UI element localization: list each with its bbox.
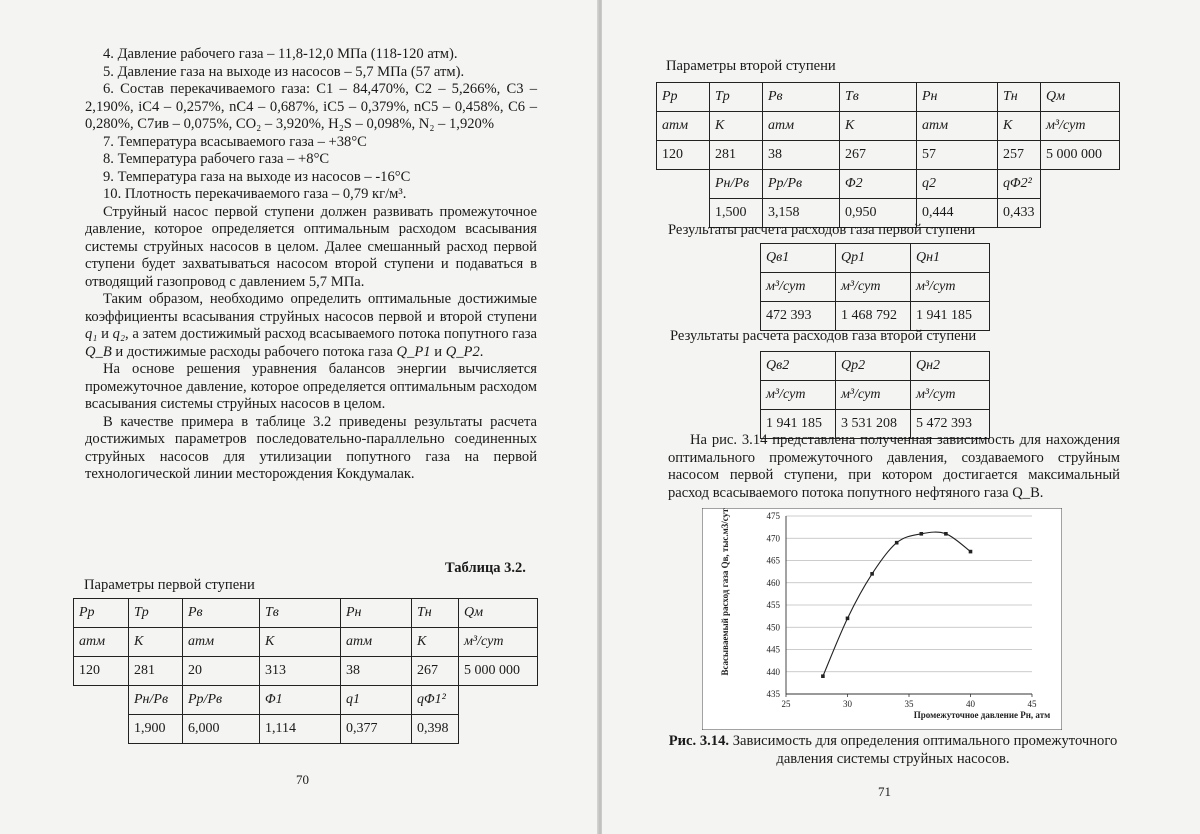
table-cell: атм (74, 628, 129, 657)
table2-caption: Параметры второй ступени (666, 58, 836, 74)
item-4: 4. Давление рабочего газа – 11,8-12,0 МПа (118-120 атм). (103, 46, 458, 62)
y-tick-label: 445 (766, 644, 780, 655)
table-cell: 267 (412, 657, 459, 686)
table-cell: м³/сут (836, 381, 911, 410)
table-cell: Tн (412, 599, 459, 628)
table-cell: Tв (840, 83, 917, 112)
table-cell: 0,444 (917, 199, 998, 228)
data-point (944, 532, 948, 536)
table-cell: м³/сут (836, 273, 911, 302)
table-cell: q2 (917, 170, 998, 199)
table-cell: 57 (917, 141, 998, 170)
table-cell: 281 (129, 657, 183, 686)
table-cell: 472 393 (761, 302, 836, 331)
table-cell: K (710, 112, 763, 141)
table-cell: 5 000 000 (459, 657, 538, 686)
table-cell: 0,433 (998, 199, 1041, 228)
figure-caption: Рис. 3.14. Зависимость для определения оптимального промежуточного давления системы струйных насосов. (668, 733, 1118, 767)
table-cell: K (412, 628, 459, 657)
table-row (761, 352, 990, 381)
y-tick-label: 475 (766, 511, 780, 521)
table-row (657, 83, 1120, 112)
results1-table (760, 243, 990, 331)
table-cell: 38 (341, 657, 412, 686)
x-axis-label: Промежуточное давление Pн, атм (913, 710, 1051, 720)
paragraph-2: Таким образом, необходимо определить оптимальные достижимые коэффициенты всасывания струйных насосов первой и второй ступени q₁ и q₂, а затем достижимый расход всасываемого потока попутного газа Q_B и достижимые расходы рабочего потока газа Q_P1 и Q_P2. (85, 291, 537, 360)
table-row (657, 141, 1120, 170)
table-cell: 3 531 208 (836, 410, 911, 439)
table-cell: 313 (260, 657, 341, 686)
data-point (846, 617, 850, 621)
table-cell: 1,114 (260, 715, 341, 744)
table-cell: 120 (657, 141, 710, 170)
table-cell: Qв2 (761, 352, 836, 381)
table-row (74, 628, 538, 657)
table-cell: 20 (183, 657, 260, 686)
table-cell: qΦ1² (412, 686, 459, 715)
table-cell: Qм (459, 599, 538, 628)
first-stage-table (73, 598, 538, 744)
table-cell: м³/сут (911, 273, 990, 302)
table-cell: 120 (74, 657, 129, 686)
table-cell: Tр (710, 83, 763, 112)
item-8: 8. Температура рабочего газа – +8°С (103, 151, 330, 167)
table-cell: м³/сут (1041, 112, 1120, 141)
table-cell: Qр1 (836, 244, 911, 273)
table-cell: м³/сут (459, 628, 538, 657)
table-cell: Pн (917, 83, 998, 112)
x-tick-label: 45 (1027, 699, 1037, 709)
y-tick-label: 450 (766, 622, 780, 633)
table-cell: 1 468 792 (836, 302, 911, 331)
table-cell: м³/сут (761, 381, 836, 410)
table-cell: Tр (129, 599, 183, 628)
table-cell: 257 (998, 141, 1041, 170)
second-stage-table (656, 82, 1120, 228)
results2-table (760, 351, 990, 439)
x-tick-label: 40 (966, 699, 975, 709)
page-number-right: 71 (878, 784, 891, 799)
table-cell: атм (183, 628, 260, 657)
table-cell: 3,158 (763, 199, 840, 228)
table-cell: атм (763, 112, 840, 141)
table-cell: 281 (710, 141, 763, 170)
data-point (969, 550, 973, 554)
table-cell: Pн/Pв (129, 686, 183, 715)
table-cell: Pн (341, 599, 412, 628)
table-cell: q1 (341, 686, 412, 715)
table-cell: 1 941 185 (761, 410, 836, 439)
table-row (74, 686, 538, 715)
y-tick-label: 440 (766, 666, 780, 677)
table-row (74, 715, 538, 744)
y-tick-label: 435 (766, 689, 780, 699)
table-cell: Φ2 (840, 170, 917, 199)
table1-caption: Параметры первой ступени (84, 577, 255, 593)
table-cell: атм (917, 112, 998, 141)
table-cell: Pн/Pв (710, 170, 763, 199)
table-cell: Qр2 (836, 352, 911, 381)
right-body-text: На рис. 3.14 представлена полученная зависимость для нахождения оптимального промежуточного давления, создаваемого струйным насосом первой ступени, при котором достигается максимальный расход всасываемого потока попутного нефтяного газа Q_B. (668, 432, 1120, 501)
table-row (657, 170, 1120, 199)
table-cell: 0,950 (840, 199, 917, 228)
x-tick-label: 25 (781, 699, 791, 709)
data-point (920, 532, 924, 536)
table-row (761, 381, 990, 410)
y-tick-label: 470 (766, 533, 780, 544)
table-cell: 5 472 393 (911, 410, 990, 439)
item-7: 7. Температура всасываемого газа – +38°С (103, 133, 367, 150)
table-row (74, 599, 538, 628)
table-title: Таблица 3.2. (445, 560, 526, 576)
table-cell: атм (657, 112, 710, 141)
y-tick-label: 465 (766, 555, 780, 566)
table-cell: Qв1 (761, 244, 836, 273)
table-cell: Pр (74, 599, 129, 628)
table-cell: м³/сут (761, 273, 836, 302)
y-axis-label: Всасываемый расход газа Qв, тыс.м3/сут (720, 508, 730, 676)
table-cell: qΦ2² (998, 170, 1041, 199)
data-point (870, 572, 874, 576)
y-tick-label: 460 (766, 577, 780, 588)
table-cell: Pв (763, 83, 840, 112)
table-cell: Qн1 (911, 244, 990, 273)
table-cell: K (260, 628, 341, 657)
table-cell: 5 000 000 (1041, 141, 1120, 170)
results2-caption: Результаты расчета расходов газа второй ступени (670, 328, 977, 344)
table-cell: 6,000 (183, 715, 260, 744)
table-cell: м³/сут (911, 381, 990, 410)
table-cell: Qм (1041, 83, 1120, 112)
table-cell: 1,900 (129, 715, 183, 744)
table-row (74, 657, 538, 686)
table-cell: 0,377 (341, 715, 412, 744)
data-point (821, 674, 825, 678)
table-cell: Tв (260, 599, 341, 628)
table-row (761, 302, 990, 331)
table-cell: 0,398 (412, 715, 459, 744)
table-row (761, 273, 990, 302)
table-cell: K (129, 628, 183, 657)
table-cell: 38 (763, 141, 840, 170)
item-10: 10. Плотность перекачиваемого газа – 0,79 кг/м³. (103, 186, 407, 202)
table-cell: Qн2 (911, 352, 990, 381)
table-cell: K (998, 112, 1041, 141)
paragraph-3: На основе решения уравнения балансов энергии вычисляется промежуточное давление, которое определяется оптимальным расходом всасывания системы струйных насосов в целом. (85, 361, 537, 412)
figure-3-14-chart (702, 508, 1062, 730)
table-cell: Pр/Pв (183, 686, 260, 715)
table-cell: 267 (840, 141, 917, 170)
table-cell: K (840, 112, 917, 141)
table-row (761, 244, 990, 273)
table-row (657, 112, 1120, 141)
table-cell: 1,500 (710, 199, 763, 228)
item-6-composition: 6. Состав перекачиваемого газа: С1 – 84,470%, С2 – 5,266%, С3 – 2,190%, iС4 – 0,257%, nС4 – 0,687%, iС5 – 0,379%, nС5 – 0,458%, С6 – 0,280%, С7ив – 0,075%, СО₂ – 3,920%, H₂S – 0,098%, N₂ – 1,920% (85, 81, 537, 132)
table-cell: Φ1 (260, 686, 341, 715)
item-9: 9. Температура газа на выходе из насосов – -16°С (103, 168, 411, 185)
table-cell: атм (341, 628, 412, 657)
left-body-text (85, 46, 537, 484)
paragraph-1: Струйный насос первой ступени должен развивать промежуточное давление, которое определяется оптимальным расходом всасывания системы струйных насосов в целом. Далее смешанный расход первой ступени будет захватываться насосом второй ступени и подаваться в отводящий газопровод с давлением 5,7 МПа. (85, 203, 537, 290)
left-page (0, 0, 598, 834)
page-number-left: 70 (296, 772, 309, 787)
results1-caption: Результаты расчета расходов газа первой ступени (668, 222, 976, 238)
data-point (895, 541, 899, 545)
x-tick-label: 30 (843, 699, 852, 709)
item-5: 5. Давление газа на выходе из насосов – 5,7 МПа (57 атм). (103, 63, 465, 80)
table-cell: Pв (183, 599, 260, 628)
x-tick-label: 35 (904, 699, 914, 709)
paragraph-4: В качестве примера в таблице 3.2 приведены результаты расчета достижимых параметров последовательно-параллельно соединенных струйных насосов для утилизации попутного газа на первой технологической линии месторождения Кокдумалак. (85, 413, 537, 482)
table-cell: Tн (998, 83, 1041, 112)
y-tick-label: 455 (766, 600, 780, 610)
table-cell: 1 941 185 (911, 302, 990, 331)
table-cell: Pр/Pв (763, 170, 840, 199)
table-cell: Pр (657, 83, 710, 112)
